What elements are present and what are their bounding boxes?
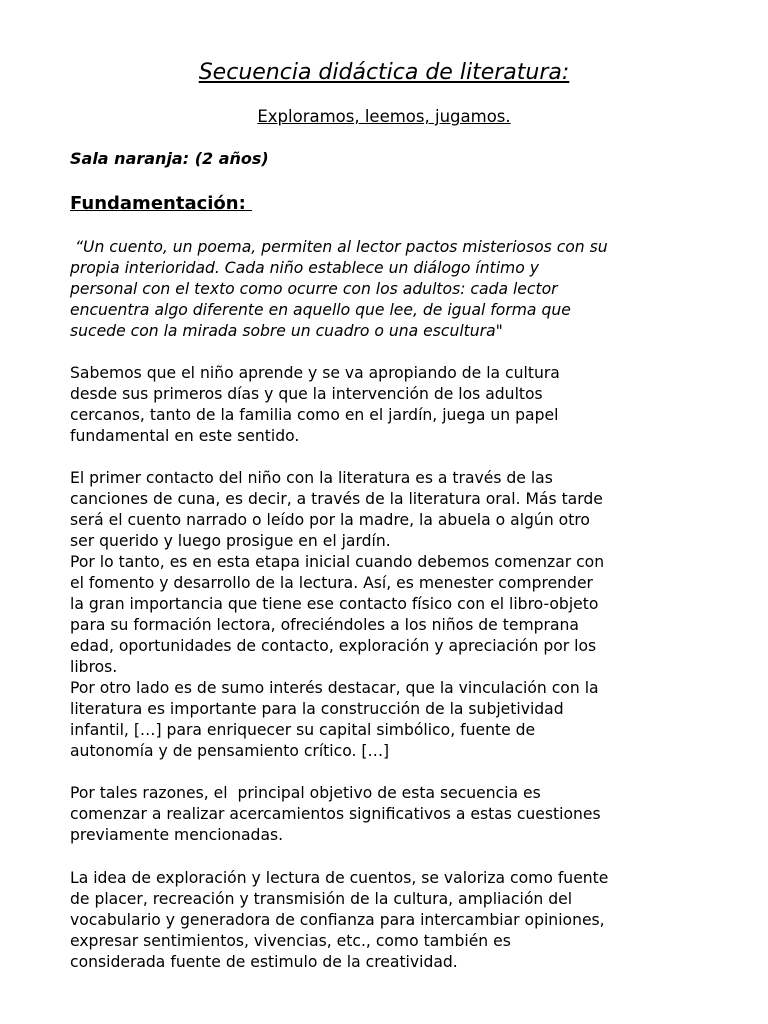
quote-line: personal con el texto como ocurre con los adultos: cada lector — [70, 280, 558, 298]
epigraph-quote — [70, 237, 700, 342]
section-heading: Fundamentación: — [70, 193, 253, 214]
group-label: Sala naranja: (2 años) — [70, 149, 269, 168]
paragraph: El primer contacto del niño con la literatura es a través de las canciones de cuna, es decir, a través de la literatura oral. Más tarde será el cuento narrado o leído por la madre, la abuela o algún otro ser querido y luego prosigue en el jardín. Por lo tanto, es en esta etapa inicial cuando debemos comenzar con el fomento y desarrollo de la lectura. Así, es menester comprender la gran importancia que tiene ese contacto físico con el libro-objeto para su formación lectora, ofreciéndoles a los niños de temprana edad, oportunidades de contacto, exploración y apreciación por los libros. Por otro lado es de sumo interés destacar, que la vinculación con la literatura es importante para la construcción de la subjetividad infantil, […] para enriquecer su capital simbólico, fuente de autonomía y de pensamiento crítico. […] — [70, 469, 605, 760]
quote-line: sucede con la mirada sobre un cuadro o una escultura — [70, 322, 496, 340]
quote-line: propia interioridad. Cada niño establece un diálogo íntimo y — [70, 259, 539, 277]
quote-closing-mark: " — [495, 322, 503, 340]
quote-line: “Un cuento, un poema, permiten al lector pactos misteriosos con su — [70, 238, 608, 256]
paragraph: La idea de exploración y lectura de cuentos, se valoriza como fuente de placer, recreación y transmisión de la cultura, ampliación del vocabulario y generadora de confianza para intercambiar opiniones, expresar sentimientos, vivencias, etc., como también es considerada fuente de estimulo de la creatividad. — [70, 869, 609, 971]
document-title: Secuencia didáctica de literatura: — [198, 60, 570, 85]
quote-line: encuentra algo diferente en aquello que lee, de igual forma que — [70, 301, 571, 319]
paragraph: Por tales razones, el principal objetivo de esta secuencia es comenzar a realizar acercamientos significativos a estas cuestiones previamente mencionadas. — [70, 784, 601, 844]
paragraph: Sabemos que el niño aprende y se va apropiando de la cultura desde sus primeros días y que la intervención de los adultos cercanos, tanto de la familia como en el jardín, juega un papel fundamental en este sentido. — [70, 364, 560, 445]
document-subtitle: Exploramos, leemos, jugamos. — [257, 107, 511, 126]
